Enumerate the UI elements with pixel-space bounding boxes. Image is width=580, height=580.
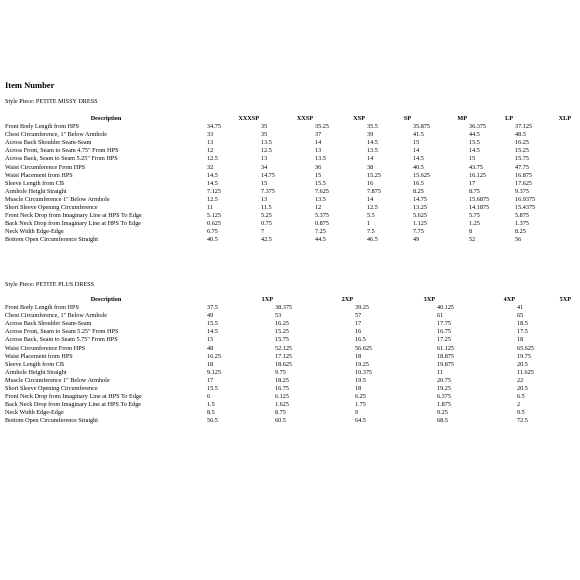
measurement-value: 20.75	[437, 376, 451, 384]
measurement-value: 35.25	[315, 123, 329, 131]
measurement-value: 11	[207, 204, 213, 211]
table-row	[5, 345, 573, 353]
measurement-value: 14	[367, 155, 374, 163]
measurement-value: 40.5	[207, 236, 218, 244]
table-row	[5, 123, 573, 131]
table-row	[5, 393, 573, 401]
measurement-value: 15.25	[275, 328, 289, 336]
measurement-value: 16.9375	[515, 195, 536, 203]
measurement-value: 19.875	[437, 360, 455, 368]
measurement-label: Armhole Height Straight	[5, 187, 67, 195]
measurement-value: 17.5	[517, 328, 528, 336]
measurement-value: 8.75	[469, 187, 480, 195]
measurement-value: 36.375	[469, 123, 487, 131]
measurement-value: 7.75	[413, 228, 424, 236]
size-header: 5XP	[559, 296, 571, 303]
measurement-value: 14.5	[413, 155, 424, 163]
measurement-value: 53	[275, 312, 282, 320]
measurement-value: 1.25	[469, 220, 480, 228]
measurement-value: 14.75	[413, 195, 427, 203]
measurement-value: 15	[261, 179, 268, 187]
table-row	[5, 336, 573, 344]
measurement-value: 16.125	[469, 171, 487, 179]
measurement-value: 8.25	[413, 187, 424, 195]
table-row	[5, 131, 573, 139]
description-header: Description	[90, 296, 122, 303]
measurement-label: Sleeve Length from CB	[5, 360, 64, 368]
measurement-value: 48.5	[515, 131, 526, 139]
table-row	[5, 196, 573, 204]
measurement-value: 10.375	[355, 368, 373, 376]
measurement-value: 1.625	[275, 401, 289, 409]
measurement-value: 5.375	[315, 212, 329, 220]
measurement-value: 11.5	[261, 204, 272, 211]
measurement-value: 12.5	[261, 147, 272, 155]
measurement-value: 35.5	[367, 123, 378, 131]
table-row	[5, 188, 573, 196]
measurement-value: 1.125	[413, 220, 427, 228]
measurement-value: 5.875	[515, 212, 529, 220]
size-spec-table-plus	[5, 296, 573, 426]
size-header: 1XP	[261, 296, 273, 303]
measurement-value: 13.5	[261, 139, 272, 147]
measurement-label: Muscle Circumference 1" Below Armhole	[5, 195, 110, 203]
table-header-row	[5, 296, 573, 304]
measurement-label: Across Front, Seam to Seam 5.25" From HPS	[5, 328, 119, 336]
measurement-value: 18.625	[275, 360, 293, 368]
measurement-value: 19.25	[437, 385, 451, 392]
measurement-value: 46.5	[367, 236, 378, 244]
measurement-value: 14.5	[207, 179, 218, 187]
measurement-value: 60.5	[275, 417, 286, 425]
measurement-value: 17.625	[515, 179, 533, 187]
measurement-value: 1.375	[515, 220, 529, 228]
item-number-heading: Item Number	[5, 80, 55, 90]
table-row	[5, 228, 573, 236]
measurement-value: 7.625	[315, 187, 329, 195]
table-row	[5, 155, 573, 163]
table-row	[5, 220, 573, 228]
measurement-value: 15.4375	[515, 204, 536, 211]
measurement-label: Back Neck Drop from Imaginary Line at HPS To Edge	[5, 401, 142, 409]
measurement-label: Across Back Shoulder Seam-Seam	[5, 139, 92, 147]
measurement-value: 17	[469, 179, 476, 187]
measurement-value: 15.25	[367, 171, 381, 179]
table-row	[5, 361, 573, 369]
measurement-value: 9	[355, 409, 359, 417]
measurement-value: 9.75	[275, 368, 286, 376]
measurement-label: Chest Circumference, 1" Below Armhole	[5, 312, 108, 320]
style-piece-label-missy: Style Piece: PETITE MISSY DRESS	[5, 98, 98, 105]
measurement-value: 17.125	[275, 352, 293, 360]
measurement-value: 16	[367, 179, 374, 187]
measurement-value: 9.25	[437, 409, 448, 417]
measurement-value: 39	[367, 131, 374, 139]
measurement-value: 15	[469, 155, 476, 163]
measurement-value: 15.5	[207, 385, 218, 392]
measurement-value: 5.75	[469, 212, 480, 220]
measurement-value: 12	[315, 204, 322, 211]
measurement-value: 35.875	[413, 123, 431, 131]
measurement-value: 37.5	[207, 304, 218, 312]
table-row	[5, 172, 573, 180]
measurement-value: 1	[367, 220, 371, 228]
measurement-value: 34.75	[207, 123, 221, 131]
measurement-value: 5.125	[207, 212, 221, 220]
measurement-value: 18	[355, 385, 362, 392]
measurement-value: 57	[355, 312, 362, 320]
measurement-value: 32	[207, 163, 214, 171]
measurement-value: 12	[207, 147, 214, 155]
measurement-value: 48	[207, 344, 214, 352]
measurement-value: 41.5	[413, 131, 424, 139]
measurement-value: 0.875	[315, 220, 329, 228]
measurement-value: 64.5	[355, 417, 366, 425]
measurement-value: 49	[207, 312, 214, 320]
measurement-label: Across Back, Seam to Seam 5.25" From HPS	[5, 155, 118, 163]
measurement-value: 14	[367, 195, 374, 203]
measurement-value: 6.25	[355, 393, 366, 401]
measurement-value: 17.25	[437, 336, 451, 344]
measurement-value: 16.25	[275, 320, 289, 328]
measurement-value: 8	[469, 228, 473, 236]
measurement-value: 13	[207, 139, 214, 147]
measurement-value: 37	[315, 131, 322, 139]
measurement-value: 56.625	[355, 344, 373, 352]
table-row	[5, 147, 573, 155]
measurement-value: 56	[515, 236, 522, 244]
measurement-value: 8.25	[515, 228, 526, 236]
measurement-label: Front Body Length from HPS	[5, 304, 79, 312]
measurement-value: 43.75	[469, 163, 483, 171]
measurement-value: 6.75	[207, 228, 218, 236]
measurement-value: 7	[261, 228, 265, 236]
measurement-value: 16.25	[515, 139, 529, 147]
measurement-value: 44.5	[469, 131, 480, 139]
style-piece-label-plus: Style Piece: PETITE PLUS DRESS	[5, 281, 95, 288]
measurement-value: 13	[261, 195, 268, 203]
measurement-value: 38	[367, 163, 374, 171]
measurement-value: 16.5	[413, 179, 424, 187]
measurement-label: Bottom Open Circumference Straight	[5, 417, 98, 425]
measurement-label: Armhole Height Straight	[5, 368, 67, 376]
measurement-value: 34	[261, 163, 268, 171]
size-header: XXXSP	[238, 115, 259, 122]
measurement-value: 7.25	[315, 228, 326, 236]
measurement-value: 37.125	[515, 123, 533, 131]
measurement-value: 1.75	[355, 401, 366, 409]
measurement-value: 14.5	[207, 328, 218, 336]
measurement-value: 35	[261, 131, 268, 139]
measurement-label: Neck Width Edge-Edge	[5, 228, 64, 236]
measurement-value: 12.5	[207, 195, 218, 203]
measurement-value: 15	[413, 139, 420, 147]
measurement-value: 15.25	[515, 147, 529, 155]
measurement-value: 19.5	[355, 376, 366, 384]
measurement-value: 15.5	[207, 320, 218, 328]
measurement-label: Short Sleeve Opening Circumference	[5, 204, 98, 211]
measurement-value: 38.375	[275, 304, 293, 312]
measurement-value: 18.5	[517, 320, 528, 328]
measurement-value: 15.5	[315, 179, 326, 187]
measurement-value: 52	[469, 236, 476, 244]
measurement-label: Waist Placement from HPS	[5, 352, 73, 360]
measurement-value: 7.375	[261, 187, 275, 195]
measurement-value: 36	[315, 163, 322, 171]
table-row	[5, 204, 573, 212]
measurement-value: 6.5	[517, 393, 525, 401]
measurement-label: Sleeve Length from CB	[5, 179, 64, 187]
table-row	[5, 385, 573, 393]
measurement-value: 9.375	[515, 187, 529, 195]
measurement-value: 5.25	[261, 212, 272, 220]
measurement-label: Chest Circumference, 1" Below Armhole	[5, 131, 108, 139]
measurement-label: Waist Placement from HPS	[5, 171, 73, 179]
measurement-value: 15.75	[275, 336, 289, 344]
measurement-value: 18.25	[275, 376, 289, 384]
measurement-value: 1.875	[437, 401, 451, 409]
measurement-label: Muscle Circumference 1" Below Armhole	[5, 376, 110, 384]
measurement-value: 72.5	[517, 417, 528, 425]
size-header: LP	[505, 115, 513, 122]
measurement-value: 15	[315, 171, 322, 179]
table-row	[5, 417, 573, 425]
table-row	[5, 328, 573, 336]
measurement-value: 18	[207, 360, 214, 368]
measurement-value: 13.5	[367, 147, 378, 155]
measurement-value: 35	[261, 123, 268, 131]
measurement-value: 15.6875	[469, 195, 490, 203]
measurement-value: 13	[261, 155, 268, 163]
measurement-label: Waist Circumference From HPS	[5, 344, 86, 352]
measurement-value: 14.75	[261, 171, 275, 179]
measurement-value: 13.5	[315, 195, 326, 203]
measurement-value: 16.25	[207, 352, 221, 360]
measurement-value: 12.5	[207, 155, 218, 163]
measurement-value: 7.5	[367, 228, 375, 236]
measurement-value: 39.25	[355, 304, 369, 312]
measurement-label: Front Neck Drop from Imaginary Line at HPS To Edge	[5, 393, 142, 401]
measurement-value: 56.5	[207, 417, 218, 425]
table-row	[5, 401, 573, 409]
measurement-value: 15.625	[413, 171, 431, 179]
size-header: 3XP	[423, 296, 435, 303]
measurement-value: 65	[517, 312, 524, 320]
table-row	[5, 304, 573, 312]
measurement-label: Across Front, Seam to Seam 4.75" From HPS	[5, 147, 119, 155]
measurement-value: 33	[207, 131, 214, 139]
measurement-value: 14	[413, 147, 420, 155]
measurement-value: 13	[315, 147, 322, 155]
measurement-value: 15	[207, 336, 214, 344]
measurement-value: 2	[517, 401, 521, 409]
measurement-value: 19.25	[355, 360, 369, 368]
size-header: XLP	[558, 115, 571, 122]
measurement-value: 14.5	[469, 147, 480, 155]
measurement-value: 14.5	[207, 171, 218, 179]
measurement-value: 11	[437, 368, 443, 376]
size-header: 4XP	[503, 296, 515, 303]
measurement-value: 40.5	[413, 163, 424, 171]
measurement-value: 42.5	[261, 236, 272, 244]
measurement-value: 15.75	[515, 155, 529, 163]
measurement-label: Front Body Length from HPS	[5, 123, 79, 131]
measurement-value: 15.5	[469, 139, 480, 147]
measurement-value: 18.875	[437, 352, 455, 360]
measurement-value: 18	[517, 336, 524, 344]
measurement-value: 16.75	[275, 385, 289, 392]
measurement-value: 7.875	[367, 187, 381, 195]
measurement-value: 9.5	[517, 409, 525, 417]
table-header-row	[5, 115, 573, 123]
measurement-value: 6.375	[437, 393, 451, 401]
measurement-value: 20.5	[517, 385, 528, 392]
measurement-label: Bottom Open Circumference Straight	[5, 236, 98, 244]
measurement-value: 47.75	[515, 163, 529, 171]
size-header: 2XP	[341, 296, 353, 303]
measurement-value: 17.75	[437, 320, 451, 328]
measurement-label: Neck Width Edge-Edge	[5, 409, 64, 417]
measurement-value: 61	[437, 312, 444, 320]
measurement-value: 16.5	[355, 336, 366, 344]
measurement-label: Waist Circumference From HPS	[5, 163, 86, 171]
measurement-value: 0.625	[207, 220, 221, 228]
measurement-label: Back Neck Drop from Imaginary Line at HPS To Edge	[5, 220, 142, 228]
measurement-value: 5.5	[367, 212, 375, 220]
table-row	[5, 353, 573, 361]
measurement-value: 68.5	[437, 417, 448, 425]
table-row	[5, 164, 573, 172]
measurement-value: 44.5	[315, 236, 326, 244]
measurement-value: 61.125	[437, 344, 455, 352]
measurement-value: 14	[315, 139, 322, 147]
measurement-label: Short Sleeve Opening Circumference	[5, 385, 98, 392]
measurement-value: 40.125	[437, 304, 455, 312]
measurement-value: 12.5	[367, 204, 378, 211]
size-header: SP	[403, 115, 411, 122]
measurement-value: 14.1875	[469, 204, 490, 211]
measurement-value: 6.125	[275, 393, 289, 401]
table-row	[5, 312, 573, 320]
table-row	[5, 377, 573, 385]
measurement-label: Across Back, Seam to Seam 5.75" From HPS	[5, 336, 118, 344]
measurement-value: 9.125	[207, 368, 221, 376]
measurement-value: 65.625	[517, 344, 535, 352]
measurement-value: 20.5	[517, 360, 528, 368]
table-row	[5, 320, 573, 328]
size-spec-table-missy	[5, 115, 573, 245]
measurement-value: 5.625	[413, 212, 427, 220]
measurement-value: 49	[413, 236, 420, 244]
measurement-value: 8.5	[207, 409, 215, 417]
measurement-value: 17	[355, 320, 362, 328]
measurement-value: 16	[355, 328, 362, 336]
measurement-value: 16.75	[437, 328, 451, 336]
measurement-value: 11.625	[517, 368, 534, 376]
description-header: Description	[90, 115, 122, 122]
measurement-value: 52.125	[275, 344, 293, 352]
measurement-value: 19.75	[517, 352, 531, 360]
measurement-value: 7.125	[207, 187, 221, 195]
table-row	[5, 139, 573, 147]
measurement-value: 18	[355, 352, 362, 360]
measurement-value: 41	[517, 304, 524, 312]
table-row	[5, 369, 573, 377]
measurement-value: 16.875	[515, 171, 533, 179]
measurement-value: 22	[517, 376, 524, 384]
measurement-value: 14.5	[367, 139, 378, 147]
measurement-label: Front Neck Drop from Imaginary Line at HPS To Edge	[5, 212, 142, 220]
measurement-value: 6	[207, 393, 211, 401]
table-row	[5, 236, 573, 244]
measurement-value: 17	[207, 376, 214, 384]
size-header: XXSP	[296, 115, 313, 122]
measurement-value: 1.5	[207, 401, 215, 409]
measurement-value: 8.75	[275, 409, 286, 417]
table-row	[5, 409, 573, 417]
size-header: XSP	[353, 115, 365, 122]
measurement-value: 13.25	[413, 204, 427, 211]
measurement-value: 0.75	[261, 220, 272, 228]
measurement-value: 13.5	[315, 155, 326, 163]
measurement-label: Across Back Shoulder Seam-Seam	[5, 320, 92, 328]
table-row	[5, 180, 573, 188]
size-header: MP	[457, 115, 467, 122]
table-row	[5, 212, 573, 220]
